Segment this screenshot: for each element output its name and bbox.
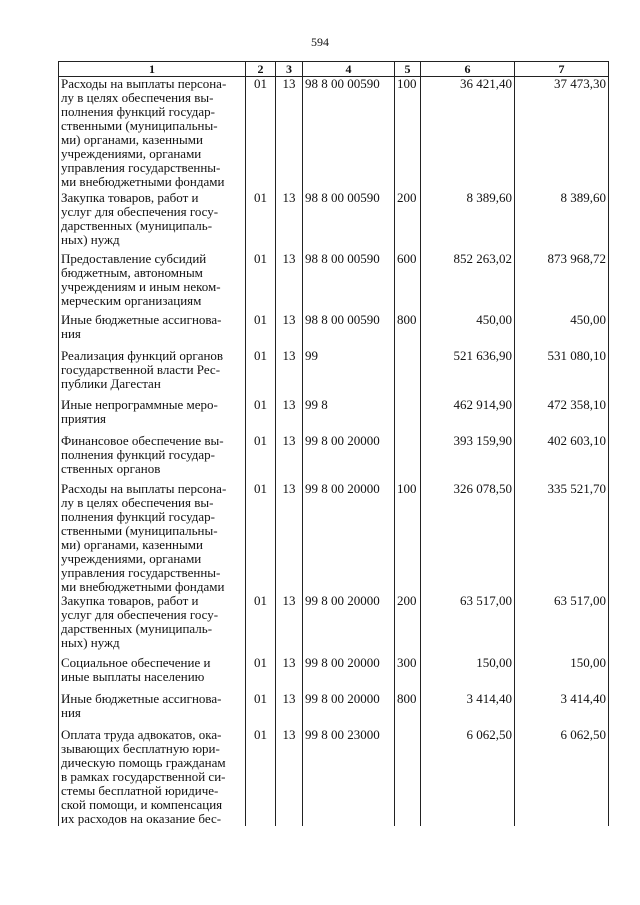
section-code: 01 <box>246 398 276 434</box>
row-description-line: их расходов на оказание бес- <box>61 810 222 826</box>
table-row <box>59 434 609 482</box>
row-description-line: полнения функций государ- <box>61 508 215 524</box>
row-description-line: ми внебюджетными фондами <box>61 174 225 189</box>
subsection-code: 13 <box>276 252 303 313</box>
row-description-line: ных) нужд <box>61 634 120 650</box>
subsection-code: 13 <box>276 692 303 728</box>
row-description-line: учреждениями, органами <box>61 550 202 566</box>
row-description <box>59 252 246 313</box>
row-description-line: ми) органами, казенными <box>61 132 203 147</box>
subsection-code: 13 <box>276 482 303 594</box>
expense-type-code: 100 <box>395 77 421 191</box>
row-description-line: лу в целях обеспечения вы- <box>61 90 214 105</box>
expense-type-code <box>395 349 421 398</box>
column-header-3: 3 <box>276 62 303 77</box>
row-description-line: ской помощи, и компенсация <box>61 796 223 812</box>
row-description-line: Закупка товаров, работ и <box>61 189 199 205</box>
expense-type-code: 300 <box>395 656 421 692</box>
subsection-code: 13 <box>276 77 303 191</box>
expense-type-code: 200 <box>395 594 421 656</box>
amount-year-1: 3 414,40 <box>421 692 515 728</box>
row-description-line: приятия <box>61 410 107 426</box>
section-code: 01 <box>246 656 276 692</box>
subsection-code: 13 <box>276 594 303 656</box>
row-description-line: ных) нужд <box>61 231 120 247</box>
row-description-line: полнения функций государ- <box>61 446 215 462</box>
column-header-1: 1 <box>59 62 246 77</box>
amount-year-2: 150,00 <box>515 656 609 692</box>
row-description-line: услуг для обеспечения госу- <box>61 203 219 219</box>
budget-table <box>58 61 609 826</box>
subsection-code: 13 <box>276 656 303 692</box>
amount-year-1: 36 421,40 <box>421 77 515 191</box>
amount-year-2: 472 358,10 <box>515 398 609 434</box>
row-description-line: Социальное обеспечение и <box>61 654 211 670</box>
amount-year-2: 335 521,70 <box>515 482 609 594</box>
row-description <box>59 656 246 692</box>
row-description <box>59 77 246 191</box>
row-description-line: управления государственны- <box>61 564 221 580</box>
row-description-line: услуг для обеспечения госу- <box>61 606 219 622</box>
target-article-code: 98 8 00 00590 <box>303 191 395 252</box>
row-description-line: зывающих бесплатную юри- <box>61 740 220 756</box>
row-description-line: бюджетным, автономным <box>61 264 203 280</box>
expense-type-code <box>395 728 421 826</box>
row-description-line: дическую помощь гражданам <box>61 754 226 770</box>
target-article-code: 98 8 00 00590 <box>303 77 395 191</box>
column-header-7: 7 <box>515 62 609 77</box>
row-description-line: в рамках государственной си- <box>61 768 226 784</box>
row-description-line: ми внебюджетными фондами <box>61 578 225 594</box>
target-article-code: 99 8 00 20000 <box>303 434 395 482</box>
subsection-code: 13 <box>276 191 303 252</box>
section-code: 01 <box>246 728 276 826</box>
row-description-line: ственных органов <box>61 460 161 476</box>
row-description-line: ния <box>61 704 81 720</box>
row-description-line: ственными (муниципальны- <box>61 522 218 538</box>
row-description-line: Расходы на выплаты персона- <box>61 480 227 496</box>
table-row <box>59 252 609 313</box>
amount-year-1: 521 636,90 <box>421 349 515 398</box>
row-description <box>59 434 246 482</box>
row-description <box>59 313 246 349</box>
section-code: 01 <box>246 77 276 191</box>
amount-year-1: 8 389,60 <box>421 191 515 252</box>
subsection-code: 13 <box>276 728 303 826</box>
target-article-code: 99 8 <box>303 398 395 434</box>
row-description-line: Расходы на выплаты персона- <box>61 76 227 91</box>
subsection-code: 13 <box>276 398 303 434</box>
subsection-code: 13 <box>276 434 303 482</box>
amount-year-2: 531 080,10 <box>515 349 609 398</box>
table-row <box>59 692 609 728</box>
row-description-line: Иные бюджетные ассигнова- <box>61 690 222 706</box>
table-row <box>59 594 609 656</box>
target-article-code: 99 8 00 20000 <box>303 656 395 692</box>
amount-year-2: 3 414,40 <box>515 692 609 728</box>
amount-year-2: 37 473,30 <box>515 77 609 191</box>
expense-type-code: 800 <box>395 313 421 349</box>
amount-year-1: 393 159,90 <box>421 434 515 482</box>
section-code: 01 <box>246 191 276 252</box>
amount-year-1: 450,00 <box>421 313 515 349</box>
row-description-line: государственной власти Рес- <box>61 361 221 377</box>
table-row <box>59 77 609 191</box>
header-row <box>59 62 609 77</box>
table-row <box>59 191 609 252</box>
expense-type-code: 800 <box>395 692 421 728</box>
row-description-line: Финансовое обеспечение вы- <box>61 432 224 448</box>
section-code: 01 <box>246 349 276 398</box>
row-description-line: Закупка товаров, работ и <box>61 592 199 608</box>
row-description-line: учреждениями, органами <box>61 146 202 161</box>
target-article-code: 99 8 00 20000 <box>303 482 395 594</box>
row-description <box>59 728 246 826</box>
amount-year-1: 6 062,50 <box>421 728 515 826</box>
target-article-code: 99 8 00 20000 <box>303 692 395 728</box>
section-code: 01 <box>246 434 276 482</box>
amount-year-1: 852 263,02 <box>421 252 515 313</box>
expense-type-code: 600 <box>395 252 421 313</box>
row-description-line: ния <box>61 325 81 341</box>
row-description <box>59 349 246 398</box>
amount-year-2: 450,00 <box>515 313 609 349</box>
row-description <box>59 594 246 656</box>
row-description-line: Оплата труда адвокатов, ока- <box>61 726 222 742</box>
section-code: 01 <box>246 482 276 594</box>
amount-year-2: 8 389,60 <box>515 191 609 252</box>
row-description-line: дарственных (муниципаль- <box>61 217 213 233</box>
target-article-code: 99 <box>303 349 395 398</box>
row-description-line: мерческим организациям <box>61 292 202 308</box>
target-article-code: 98 8 00 00590 <box>303 313 395 349</box>
row-description-line: лу в целях обеспечения вы- <box>61 494 214 510</box>
column-header-4: 4 <box>303 62 395 77</box>
row-description-line: стемы бесплатной юридиче- <box>61 782 219 798</box>
row-description-line: учреждениям и иным неком- <box>61 278 221 294</box>
row-description <box>59 191 246 252</box>
target-article-code: 98 8 00 00590 <box>303 252 395 313</box>
section-code: 01 <box>246 313 276 349</box>
column-header-2: 2 <box>246 62 276 77</box>
table-row <box>59 313 609 349</box>
column-header-6: 6 <box>421 62 515 77</box>
expense-type-code: 200 <box>395 191 421 252</box>
amount-year-2: 873 968,72 <box>515 252 609 313</box>
amount-year-1: 462 914,90 <box>421 398 515 434</box>
amount-year-2: 6 062,50 <box>515 728 609 826</box>
table-row <box>59 398 609 434</box>
section-code: 01 <box>246 692 276 728</box>
row-description <box>59 398 246 434</box>
row-description-line: полнения функций государ- <box>61 104 215 119</box>
page-number: 594 <box>311 35 329 49</box>
column-header-5: 5 <box>395 62 421 77</box>
section-code: 01 <box>246 594 276 656</box>
row-description-line: ственными (муниципальны- <box>61 118 218 133</box>
expense-type-code <box>395 434 421 482</box>
row-description-line: управления государственны- <box>61 160 221 175</box>
row-description-line: ми) органами, казенными <box>61 536 203 552</box>
row-description-line: дарственных (муниципаль- <box>61 620 213 636</box>
table-row <box>59 656 609 692</box>
section-code: 01 <box>246 252 276 313</box>
row-description-line: публики Дагестан <box>61 375 161 391</box>
amount-year-2: 402 603,10 <box>515 434 609 482</box>
row-description <box>59 692 246 728</box>
amount-year-1: 150,00 <box>421 656 515 692</box>
amount-year-1: 326 078,50 <box>421 482 515 594</box>
row-description-line: иные выплаты населению <box>61 668 205 684</box>
subsection-code: 13 <box>276 349 303 398</box>
amount-year-2: 63 517,00 <box>515 594 609 656</box>
target-article-code: 99 8 00 23000 <box>303 728 395 826</box>
row-description <box>59 482 246 594</box>
expense-type-code <box>395 398 421 434</box>
table-row <box>59 482 609 594</box>
row-description-line: Реализация функций органов <box>61 347 224 363</box>
target-article-code: 99 8 00 20000 <box>303 594 395 656</box>
table-row <box>59 728 609 826</box>
row-description-line: Предоставление субсидий <box>61 250 207 266</box>
subsection-code: 13 <box>276 313 303 349</box>
expense-type-code: 100 <box>395 482 421 594</box>
row-description-line: Иные непрограммные меро- <box>61 396 218 412</box>
table-row <box>59 349 609 398</box>
amount-year-1: 63 517,00 <box>421 594 515 656</box>
row-description-line: Иные бюджетные ассигнова- <box>61 311 222 327</box>
